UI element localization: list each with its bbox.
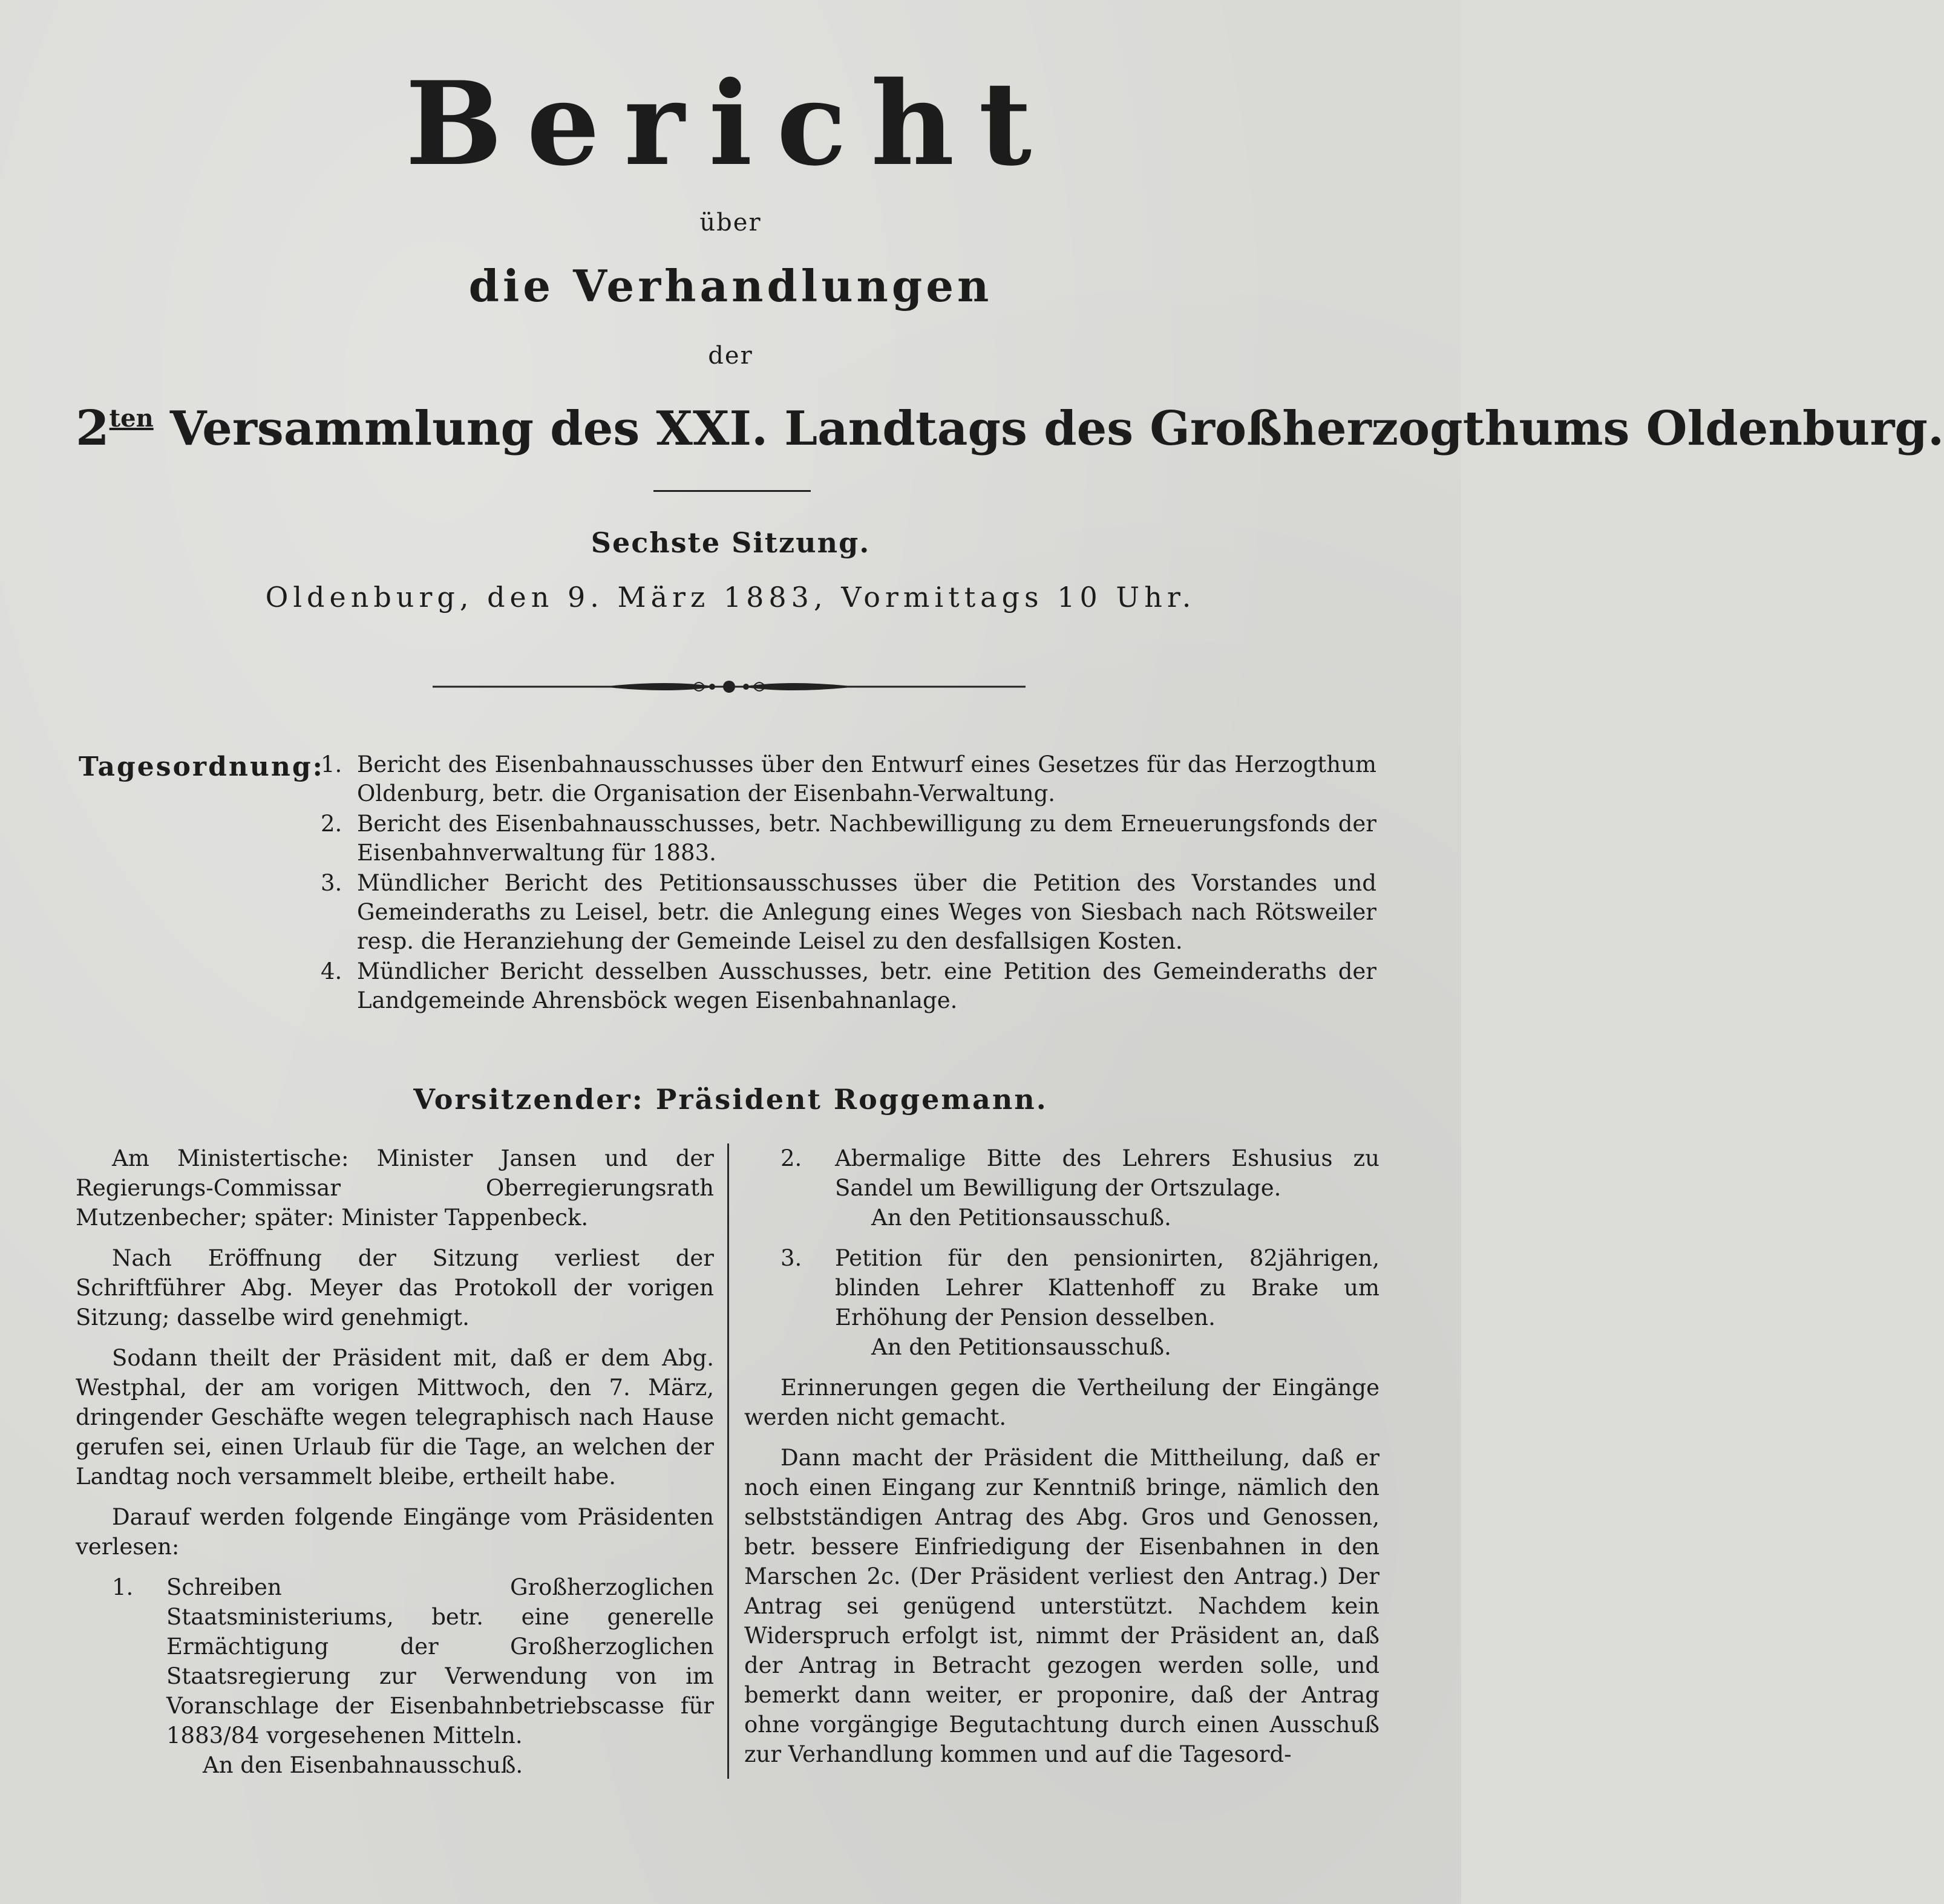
incoming-item: [781, 1143, 1379, 1232]
right-column: [744, 1143, 1379, 1780]
agenda-item-text: Bericht des Eisenbahnausschusses über den Entwurf eines Gesetzes für das Herzogthum Oldenburg, betr. die Organisation der Eisenbahn-Verwaltung.: [357, 751, 1376, 806]
agenda-label: Tagesordnung:: [79, 751, 324, 782]
ministers-paragraph: Am Ministertische: Minister Jansen und der Regierungs-Commissar Oberregierungsrath Mutzenbecher; später: Minister Tappenbeck.: [76, 1145, 714, 1231]
agenda-item-number: 1.: [321, 751, 342, 777]
subtitle-verhandlungen: die Verhandlungen: [468, 260, 993, 312]
incoming-item: [112, 1572, 714, 1780]
agenda-item-number: 2.: [321, 811, 342, 837]
short-rule: [653, 490, 811, 492]
incoming-item-number: 1.: [112, 1574, 134, 1600]
assembly-name: Versammlung des XXI. Landtags des Großherzogthums Oldenburg.: [169, 401, 1944, 456]
agenda-item-number: 3.: [321, 870, 342, 896]
incoming-item-number: 2.: [781, 1145, 802, 1171]
incoming-item-text: Petition für den pensionirten, 82jährigen, blinden Lehrer Klattenhoff zu Brake um Erhöhung der Pension desselben.: [835, 1245, 1379, 1330]
column-divider: [727, 1143, 729, 1779]
session-dateline: Oldenburg, den 9. März 1883, Vormittags 10 Uhr.: [265, 581, 1196, 613]
objections-paragraph: Erinnerungen gegen die Vertheilung der Eingänge werden nicht gemacht.: [744, 1375, 1379, 1430]
ordinal-number: 2: [76, 399, 110, 456]
incoming-item-text: Schreiben Großherzoglichen Staatsministeriums, betr. eine generelle Ermächtigung der Großherzoglichen Staatsregierung zur Verwendung von im Voranschlage der Eisenbahnbetriebscasse für 1883/84 vorgesehenen Mitteln.: [166, 1574, 714, 1749]
agenda-item: [321, 957, 1376, 1015]
ornament-divider: [433, 675, 1026, 699]
leave-paragraph: Sodann theilt der Präsident mit, daß er dem Abg. Westphal, der am vorigen Mittwoch, den 7. März, dringender Geschäfte wegen telegraphisch nach Hause gerufen sei, einen Urlaub für die Tage, an welchen der Landtag noch versammelt bleibe, ertheilt habe.: [76, 1345, 714, 1490]
incoming-item-assignment: An den Petitionsausschuß.: [871, 1334, 1171, 1360]
incoming-item: [781, 1243, 1379, 1362]
agenda-item-text: Bericht des Eisenbahnausschusses, betr. Nachbewilligung zu dem Erneuerungsfonds der Eisenbahnverwaltung für 1883.: [357, 811, 1376, 866]
subtitle-der: der: [708, 342, 753, 370]
agenda-item-text: Mündlicher Bericht desselben Ausschusses, betr. eine Petition des Gemeinderaths der Landgemeinde Ahrensböck wegen Eisenbahnanlage.: [357, 958, 1376, 1013]
protocol-paragraph: Nach Eröffnung der Sitzung verliest der Schriftführer Abg. Meyer das Protokoll der vorigen Sitzung; dasselbe wird genehmigt.: [76, 1245, 714, 1330]
chair-heading: Vorsitzender: Präsident Roggemann.: [413, 1083, 1048, 1116]
agenda-item: [321, 750, 1376, 808]
assembly-heading: [76, 399, 1944, 456]
left-column: [76, 1143, 714, 1780]
report-title: Bericht: [405, 56, 1056, 191]
incoming-item-assignment: An den Petitionsausschuß.: [871, 1205, 1171, 1231]
agenda-item: [321, 869, 1376, 956]
incoming-item-text: Abermalige Bitte des Lehrers Eshusius zu Sandel um Bewilligung der Ortszulage.: [835, 1145, 1379, 1201]
incoming-item-assignment: An den Eisenbahnausschuß.: [203, 1752, 523, 1778]
agenda-item-text: Mündlicher Bericht des Petitionsausschusses über die Petition des Vorstandes und Gemeinderaths zu Leisel, betr. die Anlegung eines Weges von Siesbach nach Rötsweiler resp. die Heranziehung der Gemeinde Leisel zu den desfallsigen Kosten.: [357, 870, 1376, 954]
incoming-intro-paragraph: Darauf werden folgende Eingänge vom Präsidenten verlesen:: [76, 1504, 714, 1560]
agenda-item-number: 4.: [321, 958, 342, 984]
motion-paragraph: Dann macht der Präsident die Mittheilung, daß er noch einen Eingang zur Kenntniß bringe, nämlich den selbstständigen Antrag des Abg. Gros und Genossen, betr. bessere Einfriedigung der Eisenbahnen in den Marschen 2c. (Der Präsident verliest den Antrag.) Der Antrag sei genügend unterstützt. Nachdem kein Widerspruch erfolgt ist, nimmt der Präsident an, daß der Antrag in Betracht gezogen werden solle, und bemerkt dann weiter, er proponire, daß der Antrag ohne vorgängige Begutachtung durch einen Ausschuß zur Verhandlung kommen und auf die Tagesord-: [744, 1445, 1379, 1767]
agenda-item: [321, 810, 1376, 868]
subtitle-ueber: über: [699, 209, 762, 237]
ordinal-suffix: ten: [109, 404, 154, 433]
assembly-ordinal: [76, 399, 154, 456]
incoming-item-number: 3.: [781, 1245, 802, 1271]
agenda-list: [321, 750, 1376, 1016]
session-heading: Sechste Sitzung.: [591, 526, 871, 559]
